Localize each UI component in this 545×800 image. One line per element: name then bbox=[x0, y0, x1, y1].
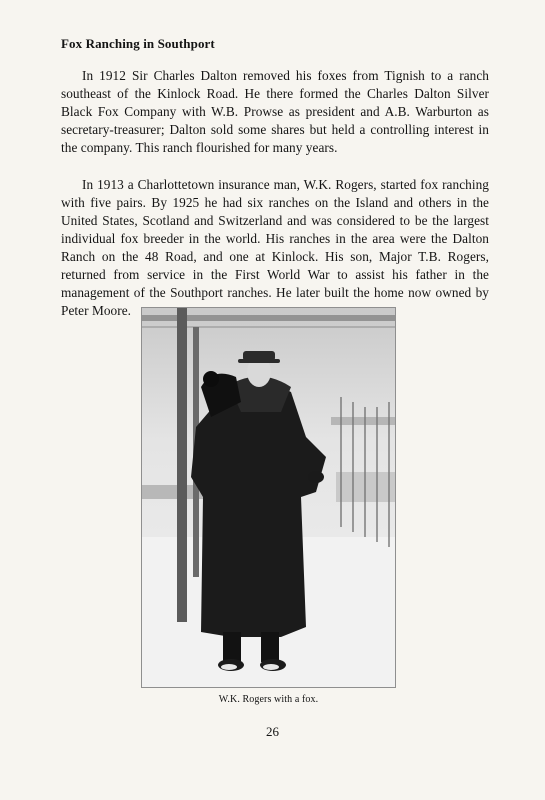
page-number: 26 bbox=[266, 724, 279, 739]
photograph-man-with-fox bbox=[141, 307, 396, 688]
paragraph-rogers-ranches: In 1913 a Charlottetown insurance man, W.K. Rogers, started fox ranching with five pairs. By 1925 he had six ranches on the Island and others in the United States, Scotland and Switzerland and was considered to be the largest individual fox breeder in the world. His ranches in the area were the Dalton Ranch on the 48 Road, and one at Kinlock. His son, Major T.B. Rogers, returned from service in the First World War to assist his father in the management of the Southport ranches. He later built the home now owned by Peter Moore. bbox=[61, 177, 489, 318]
photo-illustration bbox=[141, 307, 396, 688]
photo-caption: W.K. Rogers with a fox. bbox=[218, 694, 319, 705]
paragraph-dalton-ranch: In 1912 Sir Charles Dalton removed his foxes from Tignish to a ranch southeast of the Kinlock Road. He there formed the Charles Dalton Silver Black Fox Company with W.B. Prowse as president and A.B. Warburton as secretary-treasurer; Dalton sold some shares but held a controlling interest in the company. This ranch flourished for many years. bbox=[61, 68, 489, 155]
section-heading: Fox Ranching in Southport bbox=[61, 36, 215, 51]
